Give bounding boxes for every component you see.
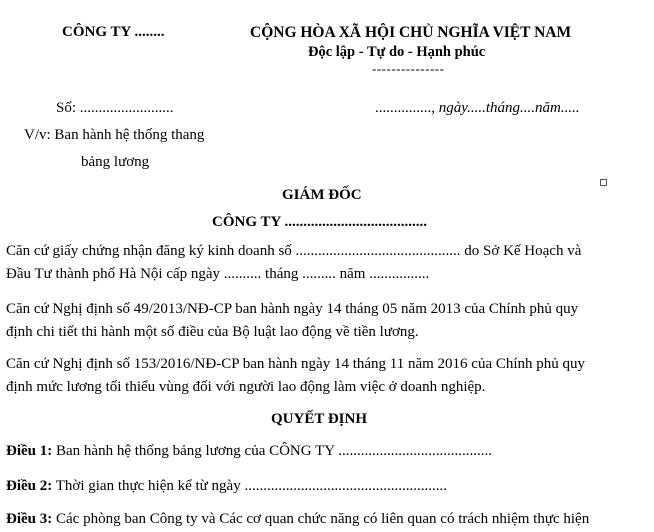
article-2-text: Thời gian thực hiện kể từ ngày ...................................................... <box>52 478 447 494</box>
basis-2-line-1: Căn cứ Nghị định số 49/2013/NĐ-CP ban hành ngày 14 tháng 05 năm 2013 của Chính phủ quy <box>6 301 579 317</box>
motto-rule: --------------- <box>372 61 445 76</box>
issuer-company: CÔNG TY ...................................... <box>212 214 428 230</box>
nation-title: CỘNG HÒA XÃ HỘI CHỦ NGHĨA VIỆT NAM <box>250 24 572 41</box>
subject-line-1: V/v: Ban hành hệ thống thang <box>24 127 205 143</box>
anchor-marker <box>600 179 607 186</box>
article-3-text: Các phòng ban Công ty và Các cơ quan chức năng có liên quan có trách nhiệm thực hiện <box>52 511 590 527</box>
basis-business-registration <box>6 240 646 286</box>
company-name-header: CÔNG TY ........ <box>62 24 165 40</box>
motto: Độc lập - Tự do - Hạnh phúc <box>308 44 486 60</box>
article-1-label: Điều 1: <box>6 443 53 459</box>
article-3-label: Điều 3: <box>6 511 53 527</box>
basis-3-line-1: Căn cứ Nghị định số 153/2016/NĐ-CP ban hành ngày 14 tháng 11 năm 2016 của Chính phủ quy <box>6 356 586 372</box>
document-number: Số: ......................... <box>56 100 174 116</box>
basis-decree-49 <box>6 298 646 344</box>
basis-1-line-2: Đầu Tư thành phố Hà Nội cấp ngày .......... tháng ......... năm ................ <box>6 266 430 282</box>
basis-3-line-2: định mức lương tối thiểu vùng đối với người lao động làm việc ở doanh nghiệp. <box>6 379 486 395</box>
decision-title: QUYẾT ĐỊNH <box>271 411 367 427</box>
date-line <box>375 100 580 117</box>
article-2-label: Điều 2: <box>6 478 53 494</box>
article-1-text: Ban hành hệ thống bảng lương của CÔNG TY ......................................... <box>52 443 493 459</box>
basis-1-line-1: Căn cứ giấy chứng nhận đăng ký kinh doanh số ............................................ do Sở Kế Hoạch và <box>6 243 582 259</box>
basis-2-line-2: định chi tiết thi hành một số điều của Bộ luật lao động về tiền lương. <box>6 324 419 340</box>
article-2 <box>6 478 447 495</box>
basis-decree-153 <box>6 353 646 399</box>
article-1 <box>6 443 492 460</box>
issuer-title: GIÁM ĐỐC <box>282 187 362 203</box>
subject-line-2: bảng lương <box>81 154 150 170</box>
date-text: , ngày.....tháng....năm..... <box>431 100 580 116</box>
article-3 <box>6 511 589 528</box>
date-place: ............... <box>375 100 432 116</box>
